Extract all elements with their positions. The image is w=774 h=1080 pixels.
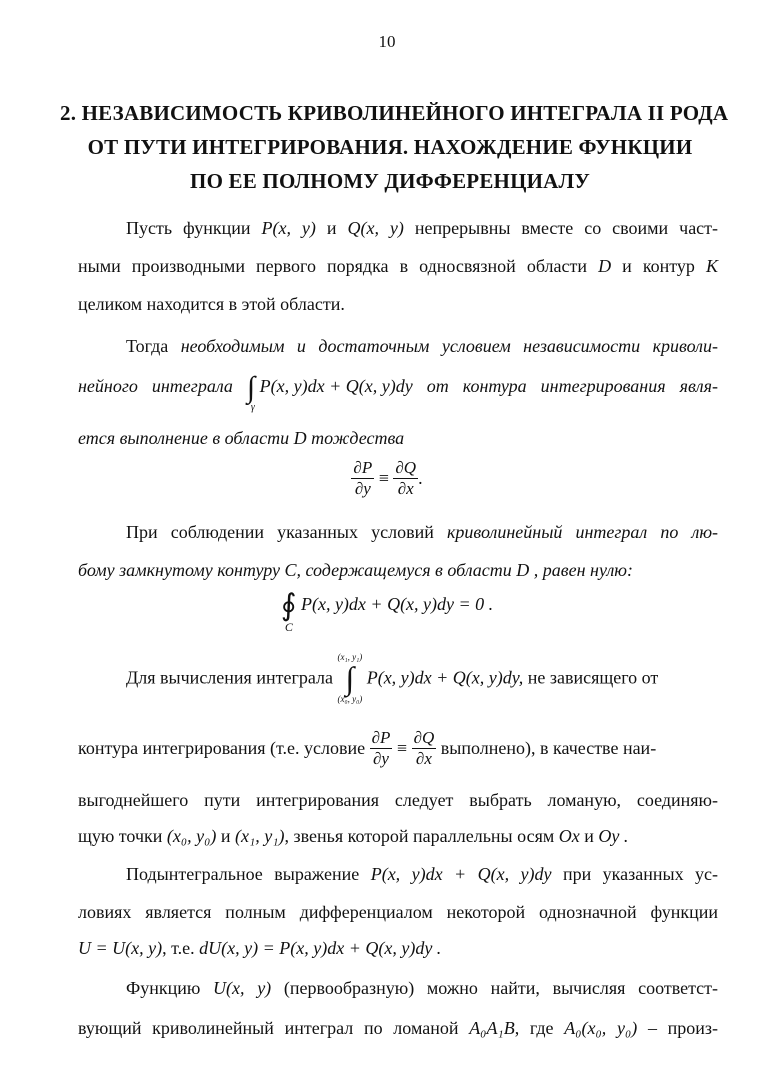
heading-line-2: ОТ ПУТИ ИНТЕГРИРОВАНИЯ. НАХОЖДЕНИЕ ФУНКЦИИ (87, 135, 693, 159)
p5-math-U: U = U(x, y) (78, 938, 163, 958)
p2-line-integral (246, 370, 413, 413)
p4-text-l4b: , звенья которой параллельны осям (284, 826, 555, 846)
page-number: 10 (378, 32, 396, 51)
p5-line-3 (78, 938, 718, 959)
p3-closed-integral (0, 588, 774, 634)
p1-math-K: K (706, 256, 719, 276)
p2-line-3: ется выполнение в области D тождества (78, 428, 405, 448)
p3-formula: P(x, y)dx + Q(x, y)dy = 0 . (300, 594, 494, 614)
p1-math-D: D (598, 256, 612, 276)
p1-line-3: целиком находится в этой области. (78, 294, 345, 314)
frac-den-dy: ∂y (354, 479, 371, 498)
p5-text-a: Подынтегральное выражение (126, 864, 360, 884)
p4-text-l4a: щую точки (78, 826, 163, 846)
fraction-dP-dy (351, 458, 374, 499)
p3-line-2: бому замкнутому контуру C, содержащемуся в области D , равен нулю: (78, 560, 633, 580)
p2-text-l2a: нейного интеграла (78, 376, 233, 396)
p4-axis-Ox: Ox (558, 826, 580, 846)
frac2-num-dQ: ∂Q (413, 728, 435, 747)
fraction-dQ-dx-2 (412, 728, 437, 769)
p4-line-2 (78, 728, 718, 769)
p4-text-l2b: выполнено), в качестве наи- (440, 738, 657, 758)
frac2-num-dP: ∂P (371, 728, 391, 747)
fraction-dQ-dx (393, 458, 418, 499)
p1-text-l2b: и контур (622, 256, 695, 276)
section-heading (60, 96, 729, 198)
p4-text-b: не зависящего от (527, 667, 659, 688)
p1-text-a: Пусть функции (126, 218, 251, 238)
p4-point-0: (x₀, y₀) (166, 826, 217, 846)
p6-text-a: Функцию (126, 978, 201, 998)
p6-line-1 (126, 978, 718, 999)
upper-limit: (x₁, y₁) (337, 652, 363, 662)
p6-line-2 (78, 1018, 718, 1039)
p4-formula: P(x, y)dx + Q(x, y)dy, (366, 667, 524, 688)
contour-integral-icon: ∮ (280, 588, 297, 622)
p1-line-2 (78, 256, 718, 277)
p1-text-and: и (326, 218, 337, 238)
integral-sign-icon: ∫ (246, 370, 256, 404)
p3-line-1 (126, 522, 718, 543)
frac-num-dP: ∂P (353, 458, 373, 477)
p6-text-l2a: вующий криволинейный интеграл по ломаной (78, 1018, 459, 1038)
p5-text-ie: , т.е. (162, 938, 195, 958)
p1-text-b: непрерывны вместе со своими част- (414, 218, 719, 238)
C-subscript: C (284, 620, 293, 634)
gamma-subscript: γ (250, 402, 255, 413)
integral-sign-icon: ∫ (345, 660, 355, 696)
p2-text-b: необходимым и достаточным условием независимости криволи- (180, 336, 719, 356)
p5-expression: P(x, y)dx + Q(x, y)dy (370, 864, 552, 884)
frac2-den-dy: ∂y (373, 749, 389, 768)
p4-line-4: щую точки (x₀, y₀) и (x₁, y₁), звенья которой параллельны осям Ox и Oy . (78, 826, 629, 846)
p6-path: A₀A₁B (469, 1018, 515, 1038)
p6-text-l2c: – произ- (647, 1018, 719, 1038)
fraction-dP-dy-2 (370, 728, 393, 769)
p5-math-dU: dU(x, y) = P(x, y)dx + Q(x, y)dy . (199, 938, 442, 958)
heading-line-3: ПО ЕЕ ПОЛНОМУ ДИФФЕРЕНЦИАЛУ (190, 169, 590, 193)
closed-integral-group (280, 588, 297, 634)
frac2-den-dx: ∂x (415, 749, 432, 768)
definite-integral (337, 650, 362, 706)
p4-point-1: (x₁, y₁) (235, 826, 285, 846)
p6-text-b: (первообразную) можно найти, вычисляя соответст- (283, 978, 719, 998)
p2-line-1 (126, 336, 718, 357)
frac-den-dx: ∂x (397, 479, 414, 498)
p4-text-a: Для вычисления интеграла (126, 667, 333, 688)
identity-sign: ≡ (378, 468, 389, 488)
p2-line-2 (78, 370, 719, 413)
lower-limit: (x₀, y₀) (337, 694, 363, 704)
p4-text-l2a: контура интегрирования (т.е. условие (78, 738, 366, 758)
p4-axis-Oy: Oy . (598, 826, 629, 846)
p5-line-1 (126, 864, 718, 885)
p2-text-l2b: от контура интегрирования явля- (426, 376, 719, 396)
identity-sign-2: ≡ (396, 738, 408, 758)
p5-line-2: ловиях является полным дифференциалом некоторой однозначной функции (78, 902, 718, 922)
p6-math-U: U(x, y) (213, 978, 272, 998)
p4-line-1 (126, 650, 718, 706)
p1-line-1 (126, 218, 718, 239)
p1-math-Q: Q(x, y) (347, 218, 404, 238)
p5-text-b: при указанных ус- (562, 864, 719, 884)
p4-line-3: выгоднейшего пути интегрирования следует выбрать ломаную, соединяю- (78, 790, 718, 810)
p3-text-b: криволинейный интеграл по лю- (446, 522, 718, 542)
p2-integrand: P(x, y)dx + Q(x, y)dy (259, 376, 413, 396)
condition-period: . (418, 468, 423, 488)
heading-line-1: 2. НЕЗАВИСИМОСТЬ КРИВОЛИНЕЙНОГО ИНТЕГРАЛА II РОДА (60, 101, 729, 125)
p2-text-a: Тогда (126, 336, 169, 356)
p6-point-A0: A₀(x₀, y₀) (564, 1018, 638, 1038)
p1-math-P: P(x, y) (261, 218, 316, 238)
p4-text-and: и (220, 826, 231, 846)
p6-text-where: , где (514, 1018, 554, 1038)
p2-condition (0, 458, 774, 499)
p1-text-l2a: ными производными первого порядка в односвязной области (78, 256, 588, 276)
p3-text-a: При соблюдении указанных условий (126, 522, 434, 542)
frac-num-dQ: ∂Q (395, 458, 417, 477)
